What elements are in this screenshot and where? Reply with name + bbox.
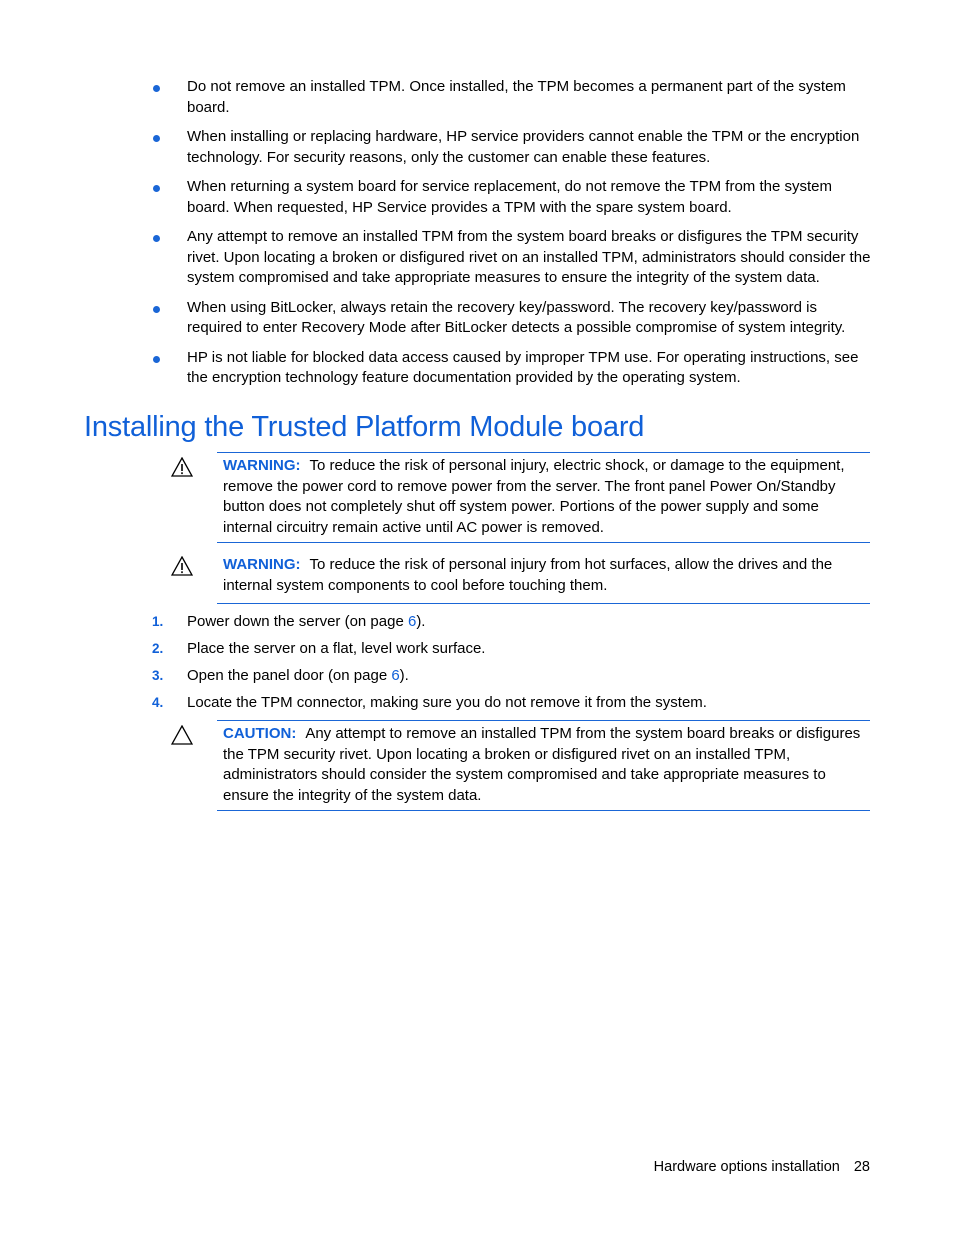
bullet-list [152, 77, 872, 398]
bullet-icon [153, 235, 160, 242]
list-item [152, 298, 872, 339]
step-number: 4. [152, 695, 164, 710]
page-link[interactable]: 6 [391, 667, 400, 684]
caution-icon [171, 725, 193, 745]
step-text: Place the server on a flat, level work surface. [187, 640, 486, 657]
section-title: Installing the Trusted Platform Module board [84, 411, 645, 443]
bullet-icon [153, 85, 160, 92]
list-item [152, 612, 872, 639]
list-item [152, 666, 872, 693]
warning-text: To reduce the risk of personal injury from hot surfaces, allow the drives and the internal system components to cool before touching them. [223, 556, 833, 594]
list-item [152, 348, 872, 389]
caution-notice [217, 720, 870, 811]
step-text: Power down the server (on page [187, 613, 408, 630]
step-number: 2. [152, 641, 164, 656]
bullet-text: HP is not liable for blocked data access caused by improper TPM use. For operating instructions, see the encryption technology feature documentation provided by the operating system. [187, 348, 859, 386]
footer-section: Hardware options installation [653, 1159, 840, 1175]
bullet-icon [153, 185, 160, 192]
bullet-icon [153, 135, 160, 142]
list-item [152, 693, 872, 720]
list-item [152, 127, 872, 168]
step-text-end: ). [416, 613, 426, 630]
list-item [152, 177, 872, 218]
bullet-text: Any attempt to remove an installed TPM from the system board breaks or disfigures the TPM security rivet. Upon locating a broken or disfigured rivet on an installed TPM, administrators should consider the system compromised and take appropriate measures to ensure the integrity of the system data. [187, 228, 871, 286]
step-text: Locate the TPM connector, making sure you do not remove it from the system. [187, 694, 707, 711]
warning-icon [171, 556, 193, 576]
bullet-text: Do not remove an installed TPM. Once installed, the TPM becomes a permanent part of the system board. [187, 78, 846, 116]
bullet-text: When using BitLocker, always retain the recovery key/password. The recovery key/password is required to enter Recovery Mode after BitLocker detects a possible compromise of system integrity. [187, 298, 846, 336]
list-item [152, 639, 872, 666]
bullet-icon [153, 306, 160, 313]
bullet-icon [153, 356, 160, 363]
caution-label: CAUTION: [223, 725, 297, 742]
warning-notice-2 [217, 552, 870, 604]
warning-text: To reduce the risk of personal injury, electric shock, or damage to the equipment, remove the power cord to remove power from the server. The front panel Power On/Standby button does not completely shut off system power. Portions of the power supply and some internal circuitry remain active until AC power is removed. [223, 457, 845, 536]
page-footer [654, 1157, 870, 1178]
step-list [152, 612, 872, 720]
warning-notice-1 [217, 452, 870, 543]
list-item [152, 227, 872, 289]
step-text: Open the panel door (on page [187, 667, 392, 684]
warning-label: WARNING: [223, 556, 301, 573]
list-item [152, 77, 872, 118]
page-number: 28 [853, 1159, 870, 1175]
step-number: 3. [152, 668, 164, 683]
bullet-text: When returning a system board for service replacement, do not remove the TPM from the system board. When requested, HP Service provides a TPM with the spare system board. [187, 178, 832, 216]
warning-icon [171, 457, 193, 477]
bullet-text: When installing or replacing hardware, HP service providers cannot enable the TPM or the encryption technology. For security reasons, only the customer can enable these features. [187, 128, 860, 166]
step-text-end: ). [399, 667, 409, 684]
caution-text: Any attempt to remove an installed TPM from the system board breaks or disfigures the TPM security rivet. Upon locating a broken or disfigured rivet on an installed TPM, administrators should consider the system compromised and take appropriate measures to ensure the integrity of the system data. [223, 725, 861, 804]
step-number: 1. [152, 614, 164, 629]
warning-label: WARNING: [223, 457, 301, 474]
page-link[interactable]: 6 [407, 613, 417, 630]
